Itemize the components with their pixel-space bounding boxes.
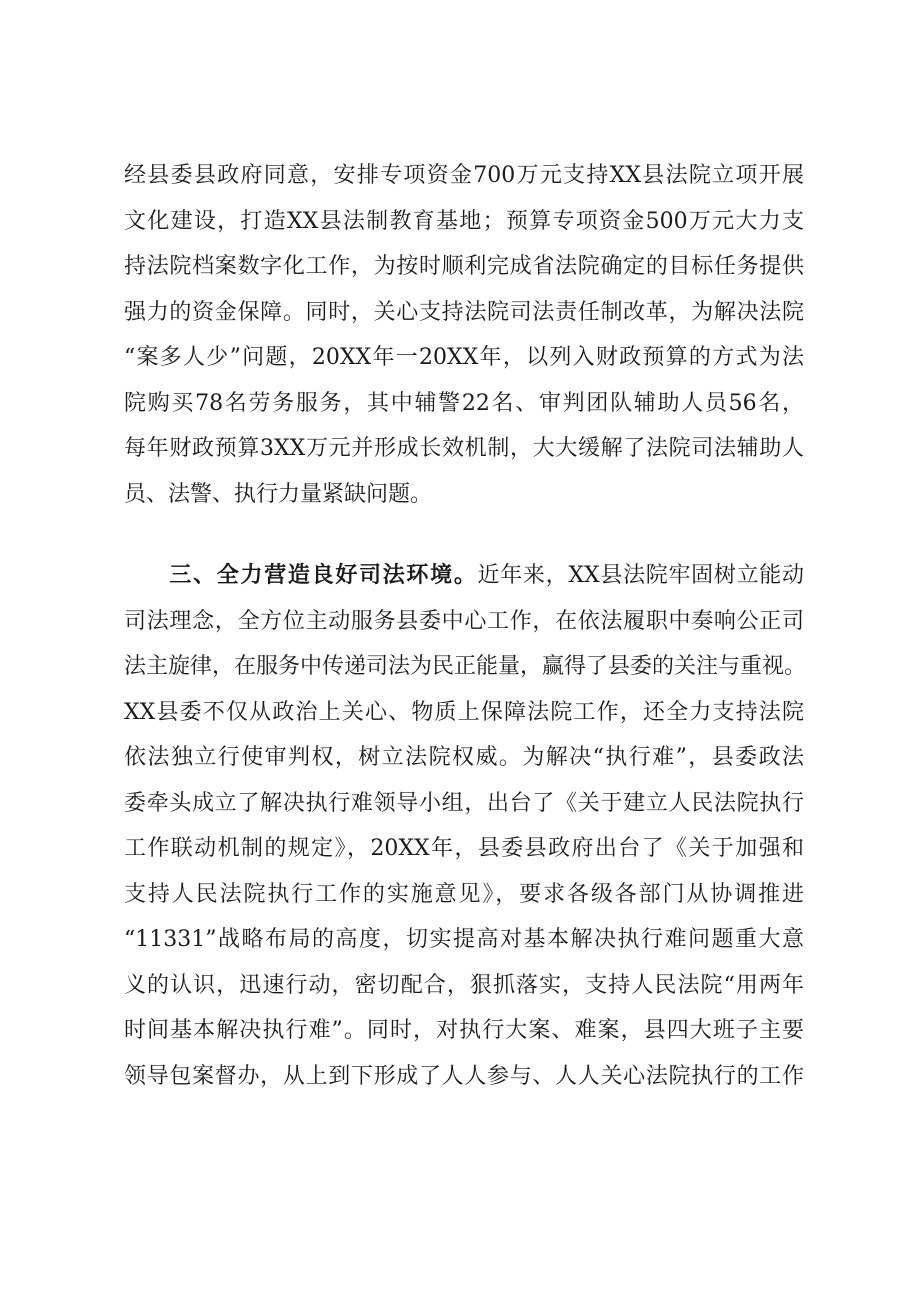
paragraph-funding: [124, 153, 804, 517]
text-line: 院购买78名劳务服务，其中辅警22名、审判团队辅助人员56名，: [124, 390, 804, 416]
text-line: 法主旋律，在服务中传递司法为民正能量，赢得了县委的关注与重视。: [124, 654, 807, 679]
text-line: 委牵头成立了解决执行难领导小组，出台了《关于建立人民法院执行: [124, 790, 804, 816]
text-line: 依法独立行使审判权，树立法院权威。为解决“执行难”，县委政法: [124, 745, 804, 770]
text-line: 司法理念，全方位主动服务县委中心工作，在依法履职中奏响公正司: [124, 608, 804, 634]
text-line: 每年财政预算3XX万元并形成长效机制，大大缓解了法院司法辅助人: [124, 436, 804, 461]
text-line: XX县委不仅从政治上关心、物质上保障法院工作，还全力支持法院: [124, 699, 804, 725]
first-line-text: 近年来，XX县法院牢固树立能动: [477, 563, 804, 588]
text-line: 强力的资金保障。同时，关心支持法院司法责任制改革，为解决法院: [124, 299, 804, 325]
section-heading: 三、全力营造良好司法环境。: [169, 563, 478, 588]
text-line: 时间基本解决执行难”。同时，对执行大案、难案，县四大班子主要: [124, 1018, 804, 1043]
text-line: 员、法警、执行力量紧缺问题。: [124, 481, 433, 507]
text-line: “案多人少”问题，20XX年一20XX年，以列入财政预算的方式为法: [124, 345, 804, 370]
text-line: 义的认识，迅速行动，密切配合，狠抓落实，支持人民法院“用两年: [124, 972, 804, 998]
text-line: 工作联动机制的规定》，20XX年，县委县政府出台了《关于加强和: [124, 836, 804, 861]
text-line: 持法院档案数字化工作，为按时顺利完成省法院确定的目标任务提供: [124, 254, 804, 279]
paragraph-judicial-environment: [124, 553, 807, 1099]
text-line: 支持人民法院执行工作的实施意见》，要求各级各部门从协调推进: [124, 881, 804, 907]
text-line: 文化建设，打造XX县法制教育基地；预算专项资金500万元大力支: [124, 208, 804, 234]
text-line: 领导包案督办，从上到下形成了人人参与、人人关心法院执行的工作: [124, 1063, 804, 1089]
text-line: “11331”战略布局的高度，切实提高对基本解决执行难问题重大意: [124, 927, 804, 952]
first-line: [124, 553, 804, 599]
text-line: 经县委县政府同意，安排专项资金700万元支持XX县法院立项开展: [124, 163, 804, 188]
